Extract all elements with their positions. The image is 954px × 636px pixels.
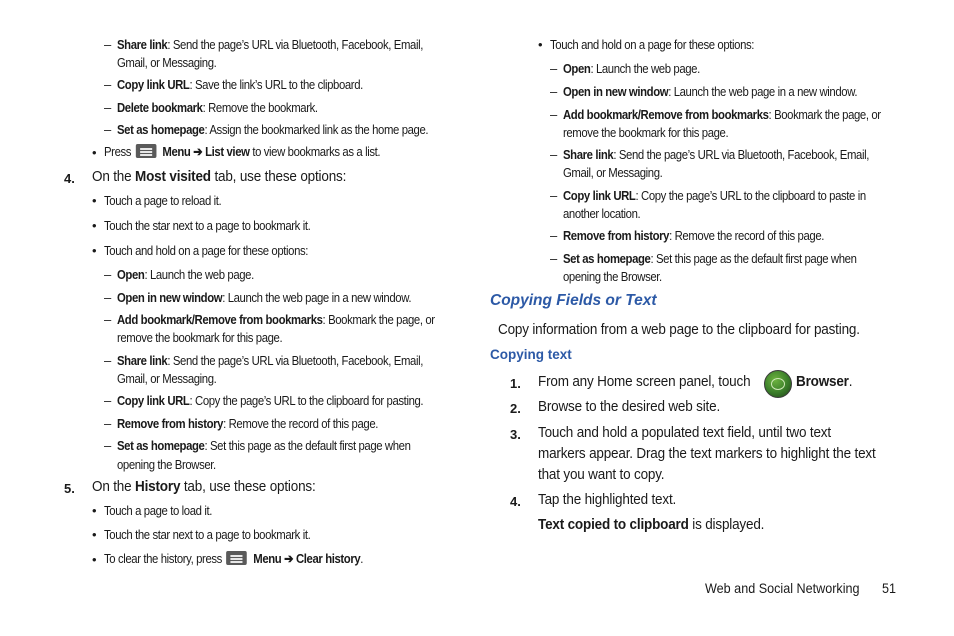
right-bullet: Touch and hold on a page for these options: (550, 37, 755, 52)
step-3-text: Touch and hold a populated text field, until two text (538, 424, 831, 441)
subsection-heading: Copying text (490, 347, 572, 362)
bullet: • (92, 503, 97, 518)
dash: – (104, 312, 112, 327)
dash: – (104, 37, 112, 52)
option-continuation: Gmail, or Messaging. (117, 55, 217, 70)
clear-history: To clear the history, press Menu ➔ Clear history. (104, 551, 364, 566)
dash: – (104, 353, 112, 368)
bullet: • (92, 552, 97, 567)
step-1-text: From any Home screen panel, touch (538, 373, 751, 390)
dash: – (104, 290, 112, 305)
step-3-text: that you want to copy. (538, 466, 665, 483)
option-set-as-homepage: Set as homepage: Assign the bookmarked link as the home page. (117, 122, 429, 137)
step-number: 2. (510, 401, 521, 416)
step-4-text: On the Most visited tab, use these options: (92, 168, 347, 185)
option-continuation: opening the Browser. (117, 457, 216, 472)
press-list-view: Press Menu ➔ List view to view bookmarks as a list. (104, 144, 381, 159)
option-copy-link-url: Copy link URL: Copy the page’s URL to the clipboard for pasting. (117, 393, 424, 408)
option-open: Open: Launch the web page. (563, 61, 700, 76)
dash: – (550, 84, 558, 99)
bullet: • (92, 145, 97, 160)
menu-icon (226, 551, 247, 565)
step-4-bullet: Touch a page to reload it. (104, 193, 222, 208)
option-share-link: Share link: Send the page’s URL via Bluetooth, Facebook, Email, (117, 353, 423, 368)
step-number: 1. (510, 376, 521, 391)
step-4-text: Tap the highlighted text. (538, 491, 677, 508)
option-continuation: remove the bookmark for this page. (117, 330, 283, 345)
bullet: • (538, 37, 543, 52)
step-5-text: On the History tab, use these options: (92, 478, 316, 495)
dash: – (104, 100, 112, 115)
step-number: 4. (64, 171, 75, 186)
option-add-remove-bookmark: Add bookmark/Remove from bookmarks: Bookmark the page, or (117, 312, 435, 327)
bullet: • (92, 218, 97, 233)
step-number: 4. (510, 494, 521, 509)
dash: – (104, 267, 112, 282)
section-heading: Copying Fields or Text (490, 292, 657, 309)
option-delete-bookmark: Delete bookmark: Remove the bookmark. (117, 100, 318, 115)
option-copy-link-url: Copy link URL: Save the link’s URL to the clipboard. (117, 77, 363, 92)
option-open: Open: Launch the web page. (117, 267, 254, 282)
option-remove-from-history: Remove from history: Remove the record of this page. (117, 416, 379, 431)
bullet: • (92, 527, 97, 542)
step-4-bullet: Touch the star next to a page to bookmark it. (104, 218, 311, 233)
dash: – (550, 228, 558, 243)
option-set-as-homepage: Set as homepage: Set this page as the default first page when (117, 438, 411, 453)
dash: – (550, 147, 558, 162)
option-continuation: another location. (563, 206, 641, 221)
bullet: • (92, 243, 97, 258)
option-share-link: Share link: Send the page’s URL via Bluetooth, Facebook, Email, (117, 37, 423, 52)
option-continuation: remove the bookmark for this page. (563, 125, 729, 140)
step-5-bullet: Touch a page to load it. (104, 503, 212, 518)
step-1-browser: Browser. (796, 373, 853, 390)
option-open-new-window: Open in new window: Launch the web page in a new window. (117, 290, 412, 305)
dash: – (550, 61, 558, 76)
bullet: • (92, 193, 97, 208)
step-5-bullet: Touch the star next to a page to bookmark it. (104, 527, 311, 542)
option-continuation: Gmail, or Messaging. (563, 165, 663, 180)
menu-icon (136, 144, 157, 158)
step-2-text: Browse to the desired web site. (538, 398, 721, 415)
option-continuation: opening the Browser. (563, 269, 662, 284)
dash: – (104, 416, 112, 431)
option-set-as-homepage: Set as homepage: Set this page as the default first page when (563, 251, 857, 266)
step-number: 3. (510, 427, 521, 442)
dash: – (550, 107, 558, 122)
option-copy-link-url: Copy link URL: Copy the page’s URL to the clipboard to paste in (563, 188, 866, 203)
step-number: 5. (64, 481, 75, 496)
dash: – (550, 188, 558, 203)
page-number: 51 (882, 580, 897, 596)
option-share-link: Share link: Send the page’s URL via Bluetooth, Facebook, Email, (563, 147, 869, 162)
dash: – (550, 251, 558, 266)
section-intro: Copy information from a web page to the clipboard for pasting. (498, 321, 860, 338)
dash: – (104, 438, 112, 453)
dash: – (104, 122, 112, 137)
step-result: Text copied to clipboard is displayed. (538, 516, 765, 533)
option-add-remove-bookmark: Add bookmark/Remove from bookmarks: Bookmark the page, or (563, 107, 881, 122)
step-3-text: markers appear. Drag the text markers to highlight the text (538, 445, 876, 462)
dash: – (104, 393, 112, 408)
option-open-new-window: Open in new window: Launch the web page in a new window. (563, 84, 858, 99)
step-4-bullet: Touch and hold on a page for these options: (104, 243, 309, 258)
browser-icon (764, 370, 792, 398)
option-continuation: Gmail, or Messaging. (117, 371, 217, 386)
option-remove-from-history: Remove from history: Remove the record of this page. (563, 228, 825, 243)
dash: – (104, 77, 112, 92)
footer-section: Web and Social Networking (705, 580, 860, 596)
